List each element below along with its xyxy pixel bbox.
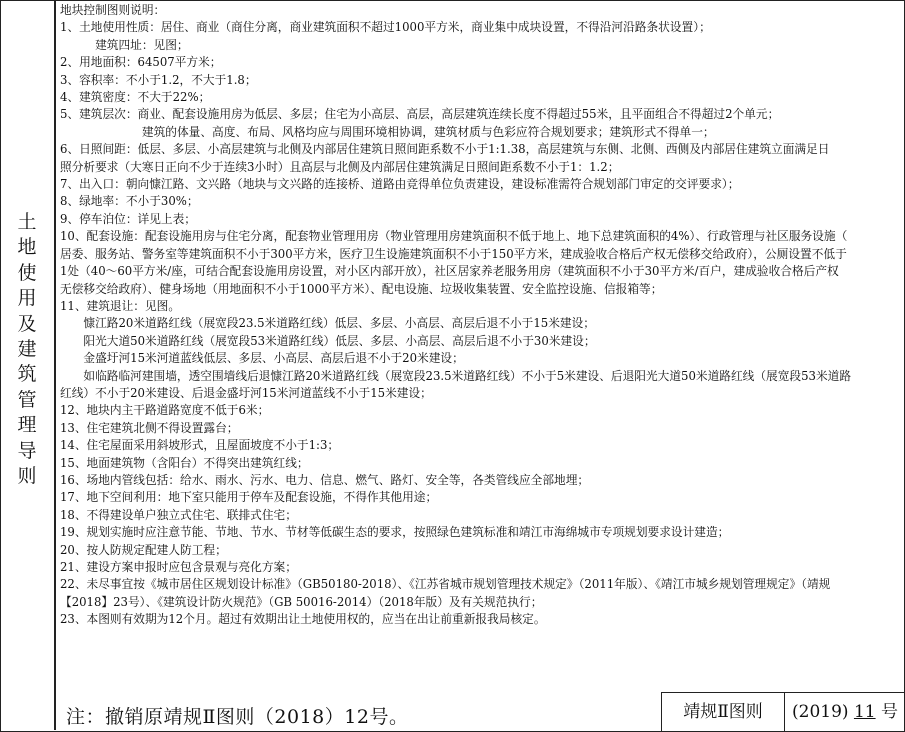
text-line: 建筑四址：见图；: [95, 37, 189, 52]
text-line: 地块控制图则说明：: [60, 3, 166, 17]
text-line: 无偿移交给政府）、健身场地（用地面积不小于1000平方米）、配电设施、垃圾收集装置、安全监控设施、信报箱等；: [60, 281, 663, 296]
text-line: 23、本图则有效期为12个月。超过有效期出让土地使用权的，应当在出让前重新报我局核定。: [60, 612, 546, 627]
text-line: 慷江路20米道路红线（展宽段23.5米道路红线）低层、多层、小高层、高层后退不小于15米建设；: [83, 316, 595, 331]
text-line: 22、未尽事宜按《城市居住区规划设计标准》（GB50180-2018）、《江苏省城市规划管理技术规定》（2011年版）、《靖江市城乡规划管理规定》（靖规: [60, 577, 831, 592]
text-line: 1处（40～60平方米/座，可结合配套设施用房设置，对小区内部开放），社区居家养老服务用房（建筑面积不小于30平方米/百户，建成验收合格后产权: [60, 264, 839, 279]
text-line: 21、建设方案申报时应包含景观与亮化方案；: [60, 560, 297, 574]
text-line: 13、住宅建筑北侧不得设置露台；: [60, 420, 239, 435]
text-line: 1、土地使用性质：居住、商业（商住分离，商业建筑面积不超过1000平方米，商业集中成块设置，不得沿河沿路条状设置）；: [60, 20, 711, 35]
text-line: 10、配套设施：配套设施用房与住宅分离，配套物业管理用房（物业管理用房建筑面积不低于地上、地下总建筑面积的4%）、行政管理与社区服务设施（: [60, 229, 848, 244]
text-line: 3、容积率：不小于1.2，不大于1.8；: [60, 72, 257, 87]
table-label-cell: 靖规Ⅱ图则: [662, 693, 785, 731]
text-line: 4、建筑密度：不大于22%；: [60, 90, 211, 105]
text-line: 阳光大道50米道路红线（展宽段53米道路红线）低层、多层、小高层、高层后退不小于30米建设；: [83, 333, 596, 348]
text-line: 16、场地内管线包括：给水、雨水、污水、电力、信息、燃气、路灯、安全等，各类管线应全部地埋；: [60, 472, 590, 487]
text-line: 20、按人防规定配建人防工程；: [60, 542, 227, 557]
text-line: 6、日照间距：低层、多层、小高层建筑与北侧及内部居住建筑日照间距系数不小于1:1.38，高层建筑与东侧、北侧、西侧及内部居住建筑立面满足日: [60, 142, 830, 157]
explanation-text-block: [60, 2, 900, 683]
text-line: 居委、服务站、警务室等建筑面积不小于300平方米，医疗卫生设施建筑面积不小于150平方米，建成验收合格后产权无偿移交给政府），公厕设置不低于: [60, 246, 847, 261]
text-line: 7、出入口：朝向慷江路、文兴路（地块与文兴路的连接桥、道路由竞得单位负责建设，建设标准需符合规划部门审定的交评要求）；: [60, 177, 740, 192]
document-number-table: [661, 692, 904, 731]
text-line: 15、地面建筑物（含阳台）不得突出建筑红线；: [60, 455, 309, 470]
text-line: 19、规划实施时应注意节能、节地、节水、节材等低碳生态的要求，按照绿色建筑标准和靖江市海绵城市专项规划要求设计建造；: [60, 525, 730, 540]
text-line: 5、建筑层次：商业、配套设施用房为低层、多层；住宅为小高层、高层，高层建筑连续长度不得超过55米，且平面组合不得超过2个单元；: [60, 107, 780, 122]
table-number-cell: [786, 693, 904, 731]
doc-year: (2019): [792, 702, 849, 722]
vertical-title: 土 地 使 用 及 建 筑 管 理 导 则: [17, 211, 37, 488]
text-line: 14、住宅屋面采用斜坡形式，且屋面坡度不小于1:3；: [60, 438, 340, 453]
doc-suffix: 号: [880, 702, 898, 722]
text-line: 如临路临河建围墙，透空围墙线后退慷江路20米道路红线（展宽段23.5米道路红线）不小于5米建设、后退阳光大道50米道路红线（展宽段53米道路: [83, 368, 852, 383]
doc-number: 11: [853, 702, 876, 722]
text-line: 18、不得建设单户独立式住宅、联排式住宅；: [60, 507, 297, 522]
text-line: 8、绿地率：不小于30%；: [60, 194, 199, 209]
text-line: 建筑的体量、高度、布局、风格均应与周围环境相协调，建筑材质与色彩应符合规划要求；建筑形式不得单一；: [141, 124, 715, 139]
text-line: 17、地下空间利用：地下室只能用于停车及配套设施，不得作其他用途；: [60, 490, 438, 505]
text-line: 金盛圩河15米河道蓝线低层、多层、小高层、高层后退不小于20米建设；: [83, 351, 464, 366]
text-line: 9、停车泊位：详见上表；: [60, 211, 196, 226]
revocation-note: 注：撤销原靖规Ⅱ图则（2018）12号。: [66, 706, 409, 728]
text-line: 红线）不小于20米建设、后退金盛圩河15米河道蓝线不小于15米建设；: [60, 385, 432, 400]
left-title-column: [0, 0, 56, 730]
text-line: 【2018】23号）、《建筑设计防火规范》（GB 50016-2014）（2018年版）及有关规范执行；: [60, 594, 543, 609]
text-line: 12、地块内主干路道路宽度不低于6米；: [60, 403, 270, 418]
text-line: 照分析要求（大寒日正向不少于连续3小时）且高层与北侧及内部居住建筑满足日照间距系数不小于1：1.2；: [60, 159, 620, 174]
text-line: 2、用地面积：64507平方米；: [60, 55, 222, 70]
text-line: 11、建筑退让：见图。: [60, 298, 181, 313]
